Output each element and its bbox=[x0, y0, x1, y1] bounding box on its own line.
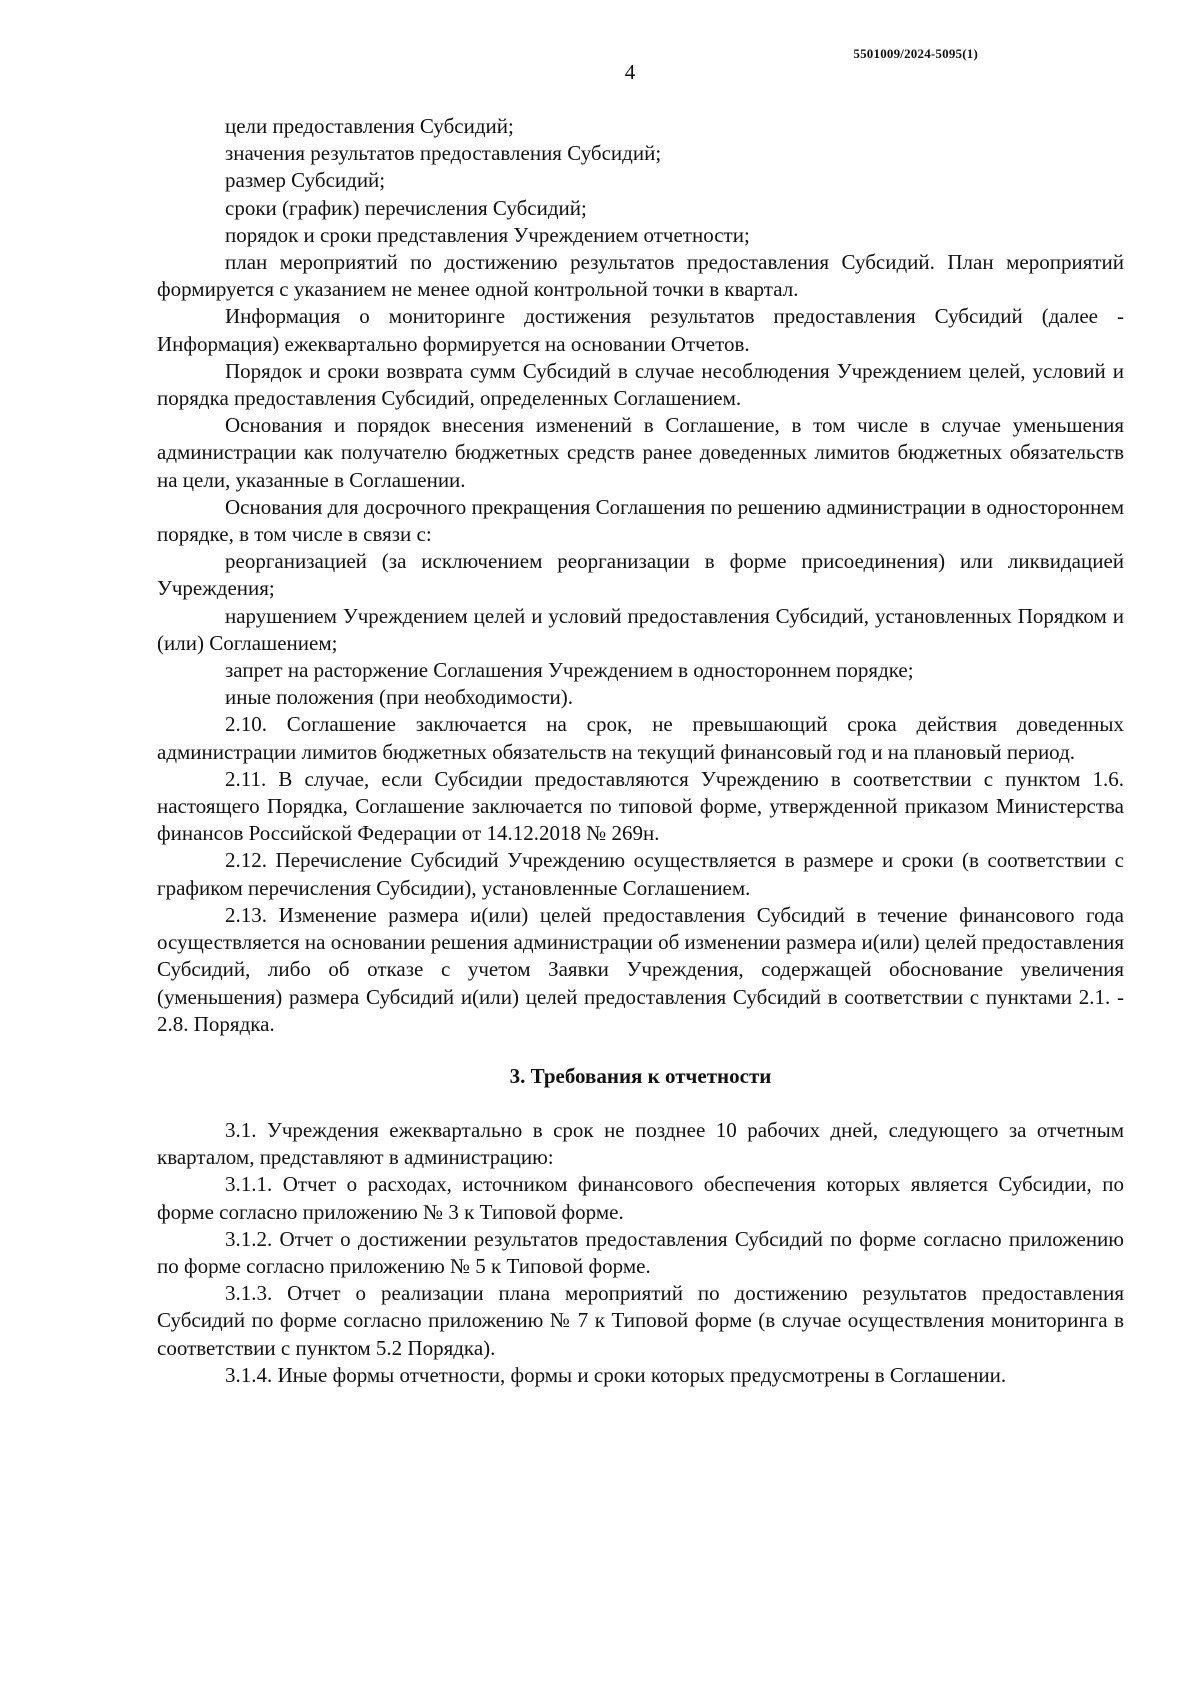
paragraph: реорганизацией (за исключением реорганизации в форме присоединения) или ликвидацией Учреждения; bbox=[157, 549, 1124, 601]
paragraph: сроки (график) перечисления Субсидий; bbox=[225, 195, 587, 220]
paragraph: Информация о мониторинге достижения результатов предоставления Субсидий (далее - Информация) ежеквартально формируется на основании Отчетов. bbox=[157, 304, 1124, 356]
paragraph: 2.11. В случае, если Субсидии предоставляются Учреждению в соответствии с пунктом 1.6. настоящего Порядка, Соглашение заключается по типовой форме, утвержденной приказом Министерства финансов Российской Федерации от 14.12.2018 № 269н. bbox=[157, 766, 1124, 846]
paragraph: Основания для досрочного прекращения Соглашения по решению администрации в одностороннем порядке, в том числе в связи с: bbox=[157, 494, 1124, 547]
document-registration-number: 5501009/2024-5095(1) bbox=[853, 46, 978, 61]
paragraph: размер Субсидий; bbox=[225, 168, 386, 193]
paragraph: 3.1.2. Отчет о достижении результатов предоставления Субсидий по форме согласно приложению по форме согласно приложению № 5 к Типовой форме. bbox=[157, 1226, 1124, 1278]
paragraph: Порядок и сроки возврата сумм Субсидий в случае несоблюдения Учреждением целей, условий и порядка предоставления Субсидий, определенных Соглашением. bbox=[157, 358, 1124, 411]
paragraph: 3.1.4. Иные формы отчетности, формы и сроки которых предусмотрены в Соглашении. bbox=[225, 1362, 1007, 1387]
paragraph: порядок и сроки представления Учреждением отчетности; bbox=[225, 222, 750, 247]
paragraph: Основания и порядок внесения изменений в Соглашение, в том числе в случае уменьшения администрации как получателю бюджетных средств ранее доведенных лимитов бюджетных обязательств на цели, указанные в Соглашении. bbox=[157, 413, 1124, 492]
paragraph: 2.12. Перечисление Субсидий Учреждению осуществляется в размере и сроки (в соответствии с графиком перечисления Субсидии), установленные Соглашением. bbox=[157, 848, 1124, 900]
document-body bbox=[157, 113, 1124, 1389]
paragraph: 3.1.1. Отчет о расходах, источником финансового обеспечения которых является Субсидии, по форме согласно приложению № 3 к Типовой форме. bbox=[157, 1172, 1124, 1224]
paragraph: значения результатов предоставления Субсидий; bbox=[225, 141, 662, 166]
paragraph: 3.1.3. Отчет о реализации плана мероприятий по достижению результатов предоставления Субсидий по форме согласно приложению № 7 к Типовой форме (в случае осуществления мониторинга в соответствии с пунктом 5.2 Порядка). bbox=[157, 1281, 1124, 1360]
paragraph: цели предоставления Субсидий; bbox=[225, 114, 514, 138]
paragraph: 3.1. Учреждения ежеквартально в срок не позднее 10 рабочих дней, следующего за отчетным кварталом, представляют в администрацию: bbox=[157, 1117, 1124, 1170]
paragraph: запрет на расторжение Соглашения Учреждением в одностороннем порядке; bbox=[225, 658, 914, 683]
page-number: 4 bbox=[624, 60, 636, 84]
paragraph: 2.10. Соглашение заключается на срок, не превышающий срока действия доведенных администрации лимитов бюджетных обязательств на текущий финансовый год и на плановый период. bbox=[157, 712, 1124, 764]
paragraph: иные положения (при необходимости). bbox=[225, 685, 573, 710]
paragraph: нарушением Учреждением целей и условий предоставления Субсидий, установленных Порядком и (или) Соглашением; bbox=[157, 603, 1124, 655]
paragraph: 2.13. Изменение размера и(или) целей предоставления Субсидий в течение финансового года осуществляется на основании решения администрации об изменении размера и(или) целей предоставления Субсидий, либо об отказе с учетом Заявки Учреждения, содержащей обоснование увеличения (уменьшения) размера Субсидий и(или) целей предоставления Субсидий в соответствии с пунктами 2.1. - 2.8. Порядка. bbox=[157, 902, 1124, 1036]
paragraph: план мероприятий по достижению результатов предоставления Субсидий. План мероприятий формируется с указанием не менее одной контрольной точки в квартал. bbox=[157, 250, 1124, 302]
section-title: 3. Требования к отчетности bbox=[509, 1063, 772, 1088]
